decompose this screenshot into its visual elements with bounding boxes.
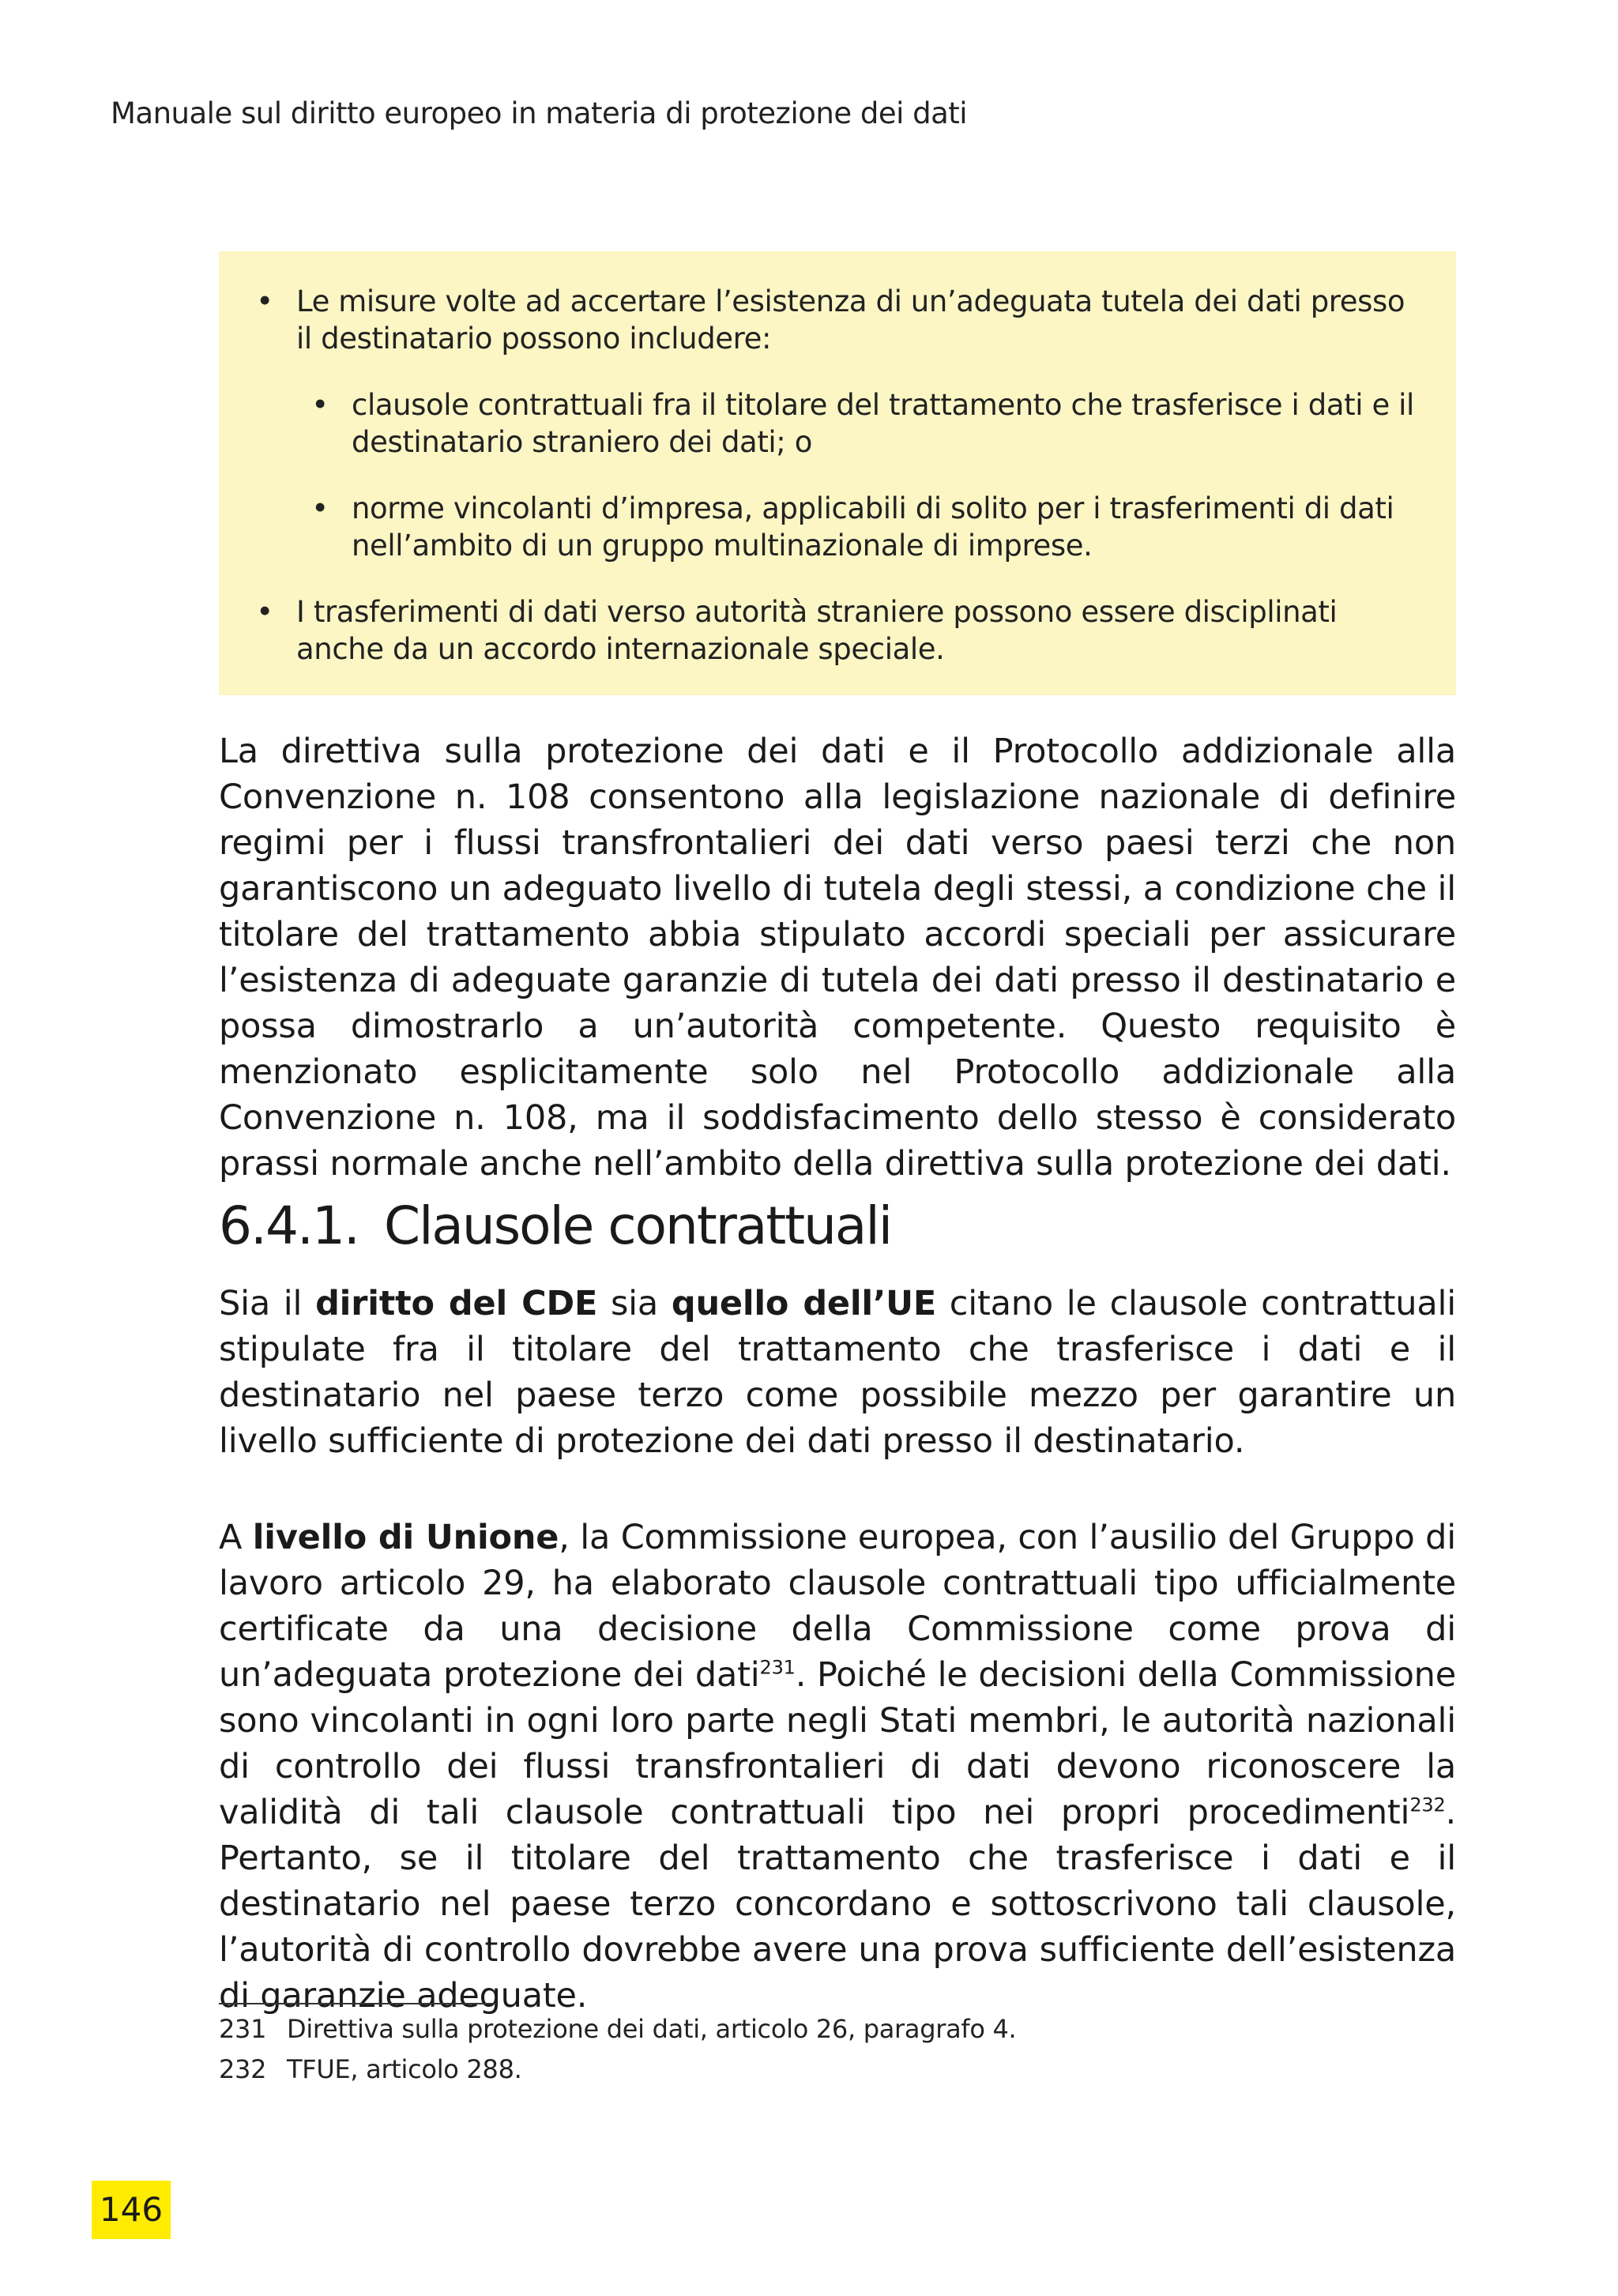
key-point-subtext: clausole contrattuali fra il titolare del trattamento che trasferisce i dati e il destinatario straniero dei dati; o	[352, 388, 1414, 459]
section-title: Clausole contrattuali	[384, 1195, 892, 1256]
footnote	[219, 2015, 1456, 2043]
footnote-text: Direttiva sulla protezione dei dati, articolo 26, paragrafo 4.	[287, 2014, 1017, 2044]
footnote	[219, 2055, 1456, 2083]
bullet-icon: •	[311, 388, 329, 422]
bullet-icon: •	[256, 284, 273, 318]
key-point-text: I trasferimenti di dati verso autorità straniere possono essere disciplinati anche da un accordo internazionale speciale.	[296, 595, 1338, 666]
footnote-text: TFUE, articolo 288.	[287, 2054, 522, 2084]
text-run: Sia il	[219, 1284, 316, 1323]
footnotes	[219, 2015, 1456, 2095]
key-points-box	[219, 251, 1456, 695]
text-run: . Pertanto, se il titolare del trattamento che trasferisce i dati e il destinatario nel paese terzo concordano e sottoscrivono tali clausole, l’autorità di controllo dovrebbe avere una prova sufficiente dell’esistenza di garanzie adeguate.	[219, 1793, 1456, 2016]
footnote-reference[interactable]: 232	[1409, 1794, 1446, 1816]
text-run: A	[219, 1518, 253, 1557]
key-point-text: Le misure volte ad accertare l’esistenza di un’adeguata tutela dei dati presso il destinatario possono includere:	[296, 284, 1405, 356]
bold-term: quello dell’UE	[671, 1284, 936, 1323]
key-point-item	[249, 283, 1428, 357]
footnote-reference[interactable]: 231	[759, 1656, 796, 1679]
footnote-number: 231	[219, 2014, 267, 2044]
body-paragraph	[219, 1515, 1456, 2019]
key-point-subitem	[249, 490, 1428, 564]
running-header: Manuale sul diritto europeo in materia di protezione dei dati	[111, 96, 968, 130]
footnote-divider	[219, 2003, 497, 2004]
bold-term: livello di Unione	[252, 1518, 559, 1557]
text-run: , la Commissione europea, con l’ausilio del Gruppo di lavoro articolo 29, ha elaborato clausole contrattuali tipo ufficialmente certificate da una decisione della Commissione come prova di un’adeguata protezione dei dati	[219, 1518, 1456, 1695]
body-paragraph	[219, 1281, 1456, 1464]
section-heading	[219, 1195, 891, 1256]
page-number: 146	[92, 2181, 171, 2239]
key-point-subitem	[249, 386, 1428, 461]
bold-term: diritto del CDE	[315, 1284, 598, 1323]
text-run: . Poiché le decisioni della Commissione sono vincolanti in ogni loro parte negli Stati membri, le autorità nazionali di controllo dei flussi transfrontalieri di dati devono riconoscere la validità di tali clausole contrattuali tipo nei propri procedimenti	[219, 1655, 1456, 1832]
key-point-item	[249, 593, 1428, 668]
footnote-number: 232	[219, 2054, 267, 2084]
bullet-icon: •	[311, 491, 329, 525]
body-paragraph: La direttiva sulla protezione dei dati e il Protocollo addizionale alla Convenzione n. 108 consentono alla legislazione nazionale di definire regimi per i flussi transfrontalieri dei dati verso paesi terzi che non garantiscono un adeguato livello di tutela degli stessi, a condizione che il titolare del trattamento abbia stipulato accordi speciali per assicurare l’esistenza di adeguate garanzie di tutela dei dati presso il destinatario e possa dimostrarlo a un’autorità competente. Questo requisito è menzionato esplicitamente solo nel Protocollo addizionale alla Convenzione n. 108, ma il soddisfacimento dello stesso è considerato prassi normale anche nell’ambito della direttiva sulla protezione dei dati.	[219, 732, 1456, 1184]
text-run: sia	[597, 1284, 672, 1323]
bullet-icon: •	[256, 595, 273, 629]
text-run: citano le clausole contrattuali stipulate fra il titolare del trattamento che trasferisce i dati e il destinatario nel paese terzo come possibile mezzo per garantire un livello sufficiente di protezione dei dati presso il destinatario.	[219, 1284, 1456, 1461]
section-number: 6.4.1.	[219, 1195, 359, 1256]
key-point-subtext: norme vincolanti d’impresa, applicabili di solito per i trasferimenti di dati nell’ambito di un gruppo multinazionale di imprese.	[352, 491, 1394, 563]
